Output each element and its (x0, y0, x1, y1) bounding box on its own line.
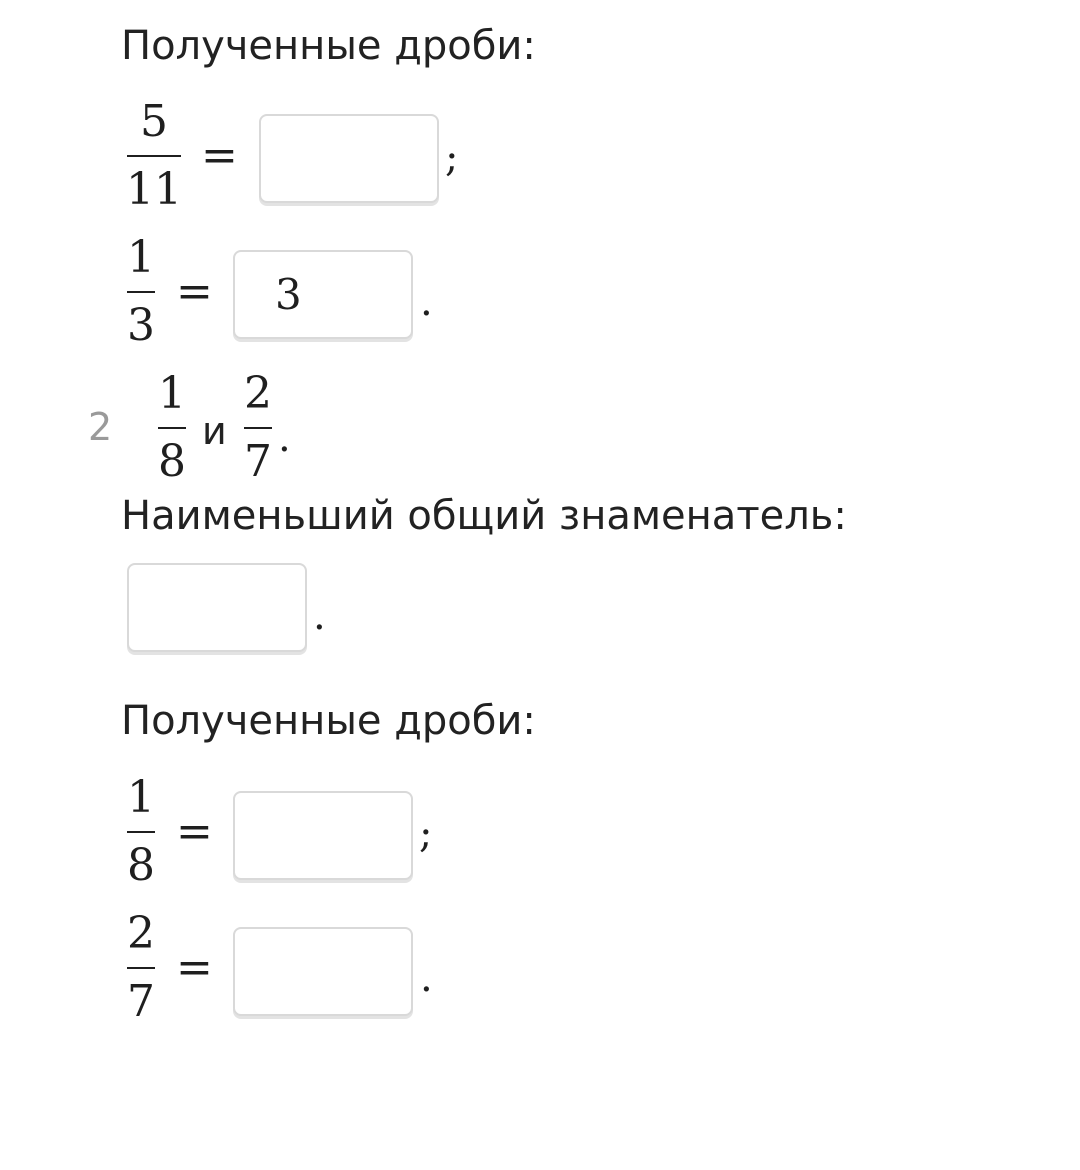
equals-sign: = (176, 942, 213, 993)
fraction-numerator: 1 (158, 368, 186, 419)
row-end-punctuation: ; (445, 135, 459, 181)
fraction-1-8 (158, 368, 186, 488)
lcd-input[interactable] (127, 563, 307, 652)
answer-input-1-3[interactable]: 3 (233, 250, 413, 339)
fraction-numerator: 2 (127, 908, 155, 959)
fraction-5-11 (127, 96, 181, 216)
fraction-denominator: 8 (158, 436, 186, 487)
fraction-bar (127, 291, 155, 293)
fraction-numerator: 2 (244, 368, 272, 419)
task-number: 2 (88, 405, 113, 449)
row-end-punctuation: ; (419, 811, 433, 857)
fraction-bar (244, 427, 272, 429)
equals-sign: = (176, 806, 213, 857)
fraction-1-8-result (127, 772, 155, 892)
fraction-denominator: 7 (127, 976, 155, 1027)
lcd-label: Наименьший общий знаменатель: (121, 493, 847, 539)
equals-sign: = (176, 266, 213, 317)
lcd-end-punctuation: . (313, 593, 326, 639)
answer-input-2-7[interactable] (233, 927, 413, 1016)
fraction-denominator: 7 (244, 436, 272, 487)
fraction-bar (158, 427, 186, 429)
fraction-numerator: 1 (127, 772, 155, 823)
task-end-punctuation: . (278, 415, 291, 461)
answer-input-1-8[interactable] (233, 791, 413, 880)
fraction-numerator: 5 (140, 96, 168, 147)
fraction-numerator: 1 (127, 232, 155, 283)
row-end-punctuation: . (420, 279, 433, 325)
result-label-1: Полученные дроби: (121, 23, 536, 69)
row-end-punctuation: . (420, 955, 433, 1001)
result-label-2: Полученные дроби: (121, 698, 536, 744)
fraction-1-3 (127, 232, 155, 352)
fraction-bar (127, 155, 181, 157)
fraction-denominator: 11 (126, 164, 182, 215)
fraction-2-7-result (127, 908, 155, 1028)
equals-sign: = (201, 130, 238, 181)
answer-input-5-11[interactable] (259, 114, 439, 203)
fraction-bar (127, 967, 155, 969)
fraction-denominator: 3 (127, 300, 155, 351)
fraction-denominator: 8 (127, 840, 155, 891)
fraction-2-7 (244, 368, 272, 488)
conjunction-text: и (202, 409, 227, 453)
fraction-bar (127, 831, 155, 833)
